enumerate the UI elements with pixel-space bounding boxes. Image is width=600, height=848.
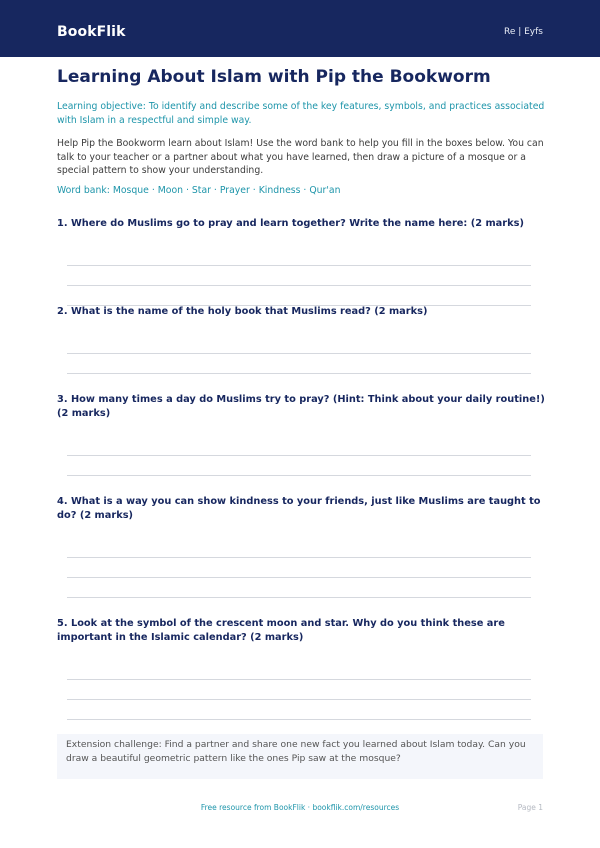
footer-source-link[interactable]: Free resource from BookFlik · bookflik.com/resources	[200, 803, 400, 812]
question-4: 4. What is a way you can show kindness to your friends, just like Muslims are taught to do? (2 marks)	[57, 496, 541, 521]
answer-line[interactable]	[67, 265, 531, 266]
answer-line[interactable]	[67, 475, 531, 476]
brand-logo[interactable]: BookFlik	[57, 24, 126, 40]
answer-line[interactable]	[67, 679, 531, 680]
answer-line[interactable]	[67, 719, 531, 720]
header-meta: Re | Eyfs	[503, 27, 543, 37]
answer-line[interactable]	[67, 353, 531, 354]
answer-line[interactable]	[67, 597, 531, 598]
page-header	[0, 0, 600, 57]
intro-text: Help Pip the Bookworm learn about Islam! Use the word bank to help you fill in the boxes below. You can talk to your teacher or a partner about what you have learned, then draw a picture of a mosque or a special pattern to show your understanding.	[57, 138, 544, 176]
learning-objective: Learning objective: To identify and describe some of the key features, symbols, and practices associated with Islam in a respectful and simple way.	[57, 101, 545, 126]
answer-line[interactable]	[67, 577, 531, 578]
answer-line[interactable]	[67, 557, 531, 558]
answer-line[interactable]	[67, 455, 531, 456]
word-bank: Word bank: Mosque · Moon · Star · Prayer · Kindness · Qur'an	[57, 185, 341, 196]
question-5: 5. Look at the symbol of the crescent moon and star. Why do you think these are important in the Islamic calendar? (2 marks)	[57, 618, 505, 643]
answer-line[interactable]	[67, 699, 531, 700]
question-3: 3. How many times a day do Muslims try to pray? (Hint: Think about your daily routine!) (2 marks)	[57, 394, 545, 419]
page-number: Page 1	[517, 803, 543, 812]
worksheet-title: Learning About Islam with Pip the Bookworm	[57, 67, 491, 87]
question-1: 1. Where do Muslims go to pray and learn together? Write the name here: (2 marks)	[57, 218, 524, 229]
extension-challenge: Extension challenge: Find a partner and share one new fact you learned about Islam today. Can you draw a beautiful geometric pattern like the ones Pip saw at the mosque?	[57, 734, 543, 779]
answer-line[interactable]	[67, 285, 531, 286]
answer-line[interactable]	[67, 373, 531, 374]
question-2: 2. What is the name of the holy book that Muslims read? (2 marks)	[57, 306, 428, 317]
